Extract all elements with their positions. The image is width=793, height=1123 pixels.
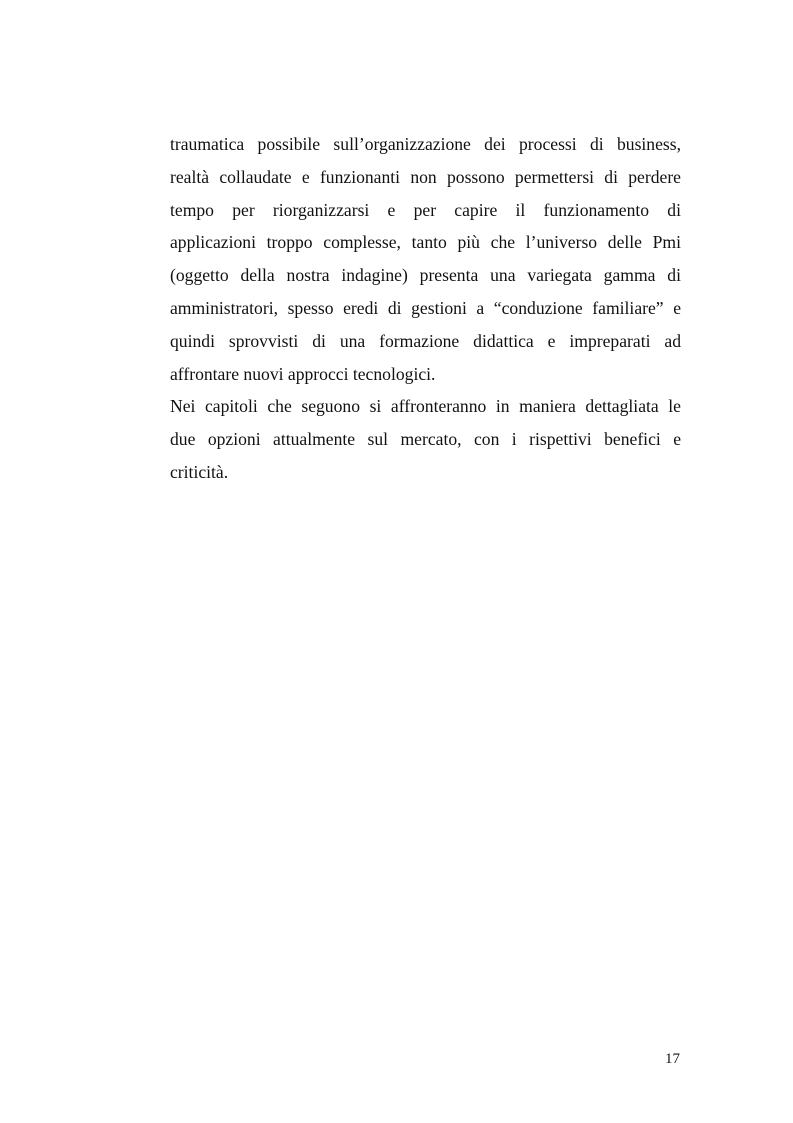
text-line: realtà collaudate e funzionanti non possono permettersi di perdere — [170, 166, 681, 187]
text-line: (oggetto della nostra indagine) presenta una variegata gamma di — [170, 265, 681, 286]
text-line: due opzioni attualmente sul mercato, con i rispettivi benefici e — [170, 429, 681, 450]
text-line: criticità. — [170, 461, 229, 482]
text-line: affrontare nuovi approcci tecnologici. — [170, 363, 436, 384]
paragraph-2 — [170, 390, 681, 488]
text-line: Nei capitoli che seguono si affronteranno in maniera dettagliata le — [170, 396, 681, 417]
page-number: 17 — [665, 1051, 680, 1067]
text-line: amministratori, spesso eredi di gestioni a “conduzione familiare” e — [170, 297, 681, 318]
text-line: traumatica possibile sull’organizzazione dei processi di business, — [170, 134, 681, 154]
body-text — [170, 128, 681, 489]
text-line: tempo per riorganizzarsi e per capire il funzionamento di — [170, 199, 681, 220]
paragraph-1 — [170, 128, 681, 390]
text-line: applicazioni troppo complesse, tanto più che l’universo delle Pmi — [170, 232, 681, 253]
text-line: quindi sprovvisti di una formazione didattica e impreparati ad — [170, 330, 681, 351]
